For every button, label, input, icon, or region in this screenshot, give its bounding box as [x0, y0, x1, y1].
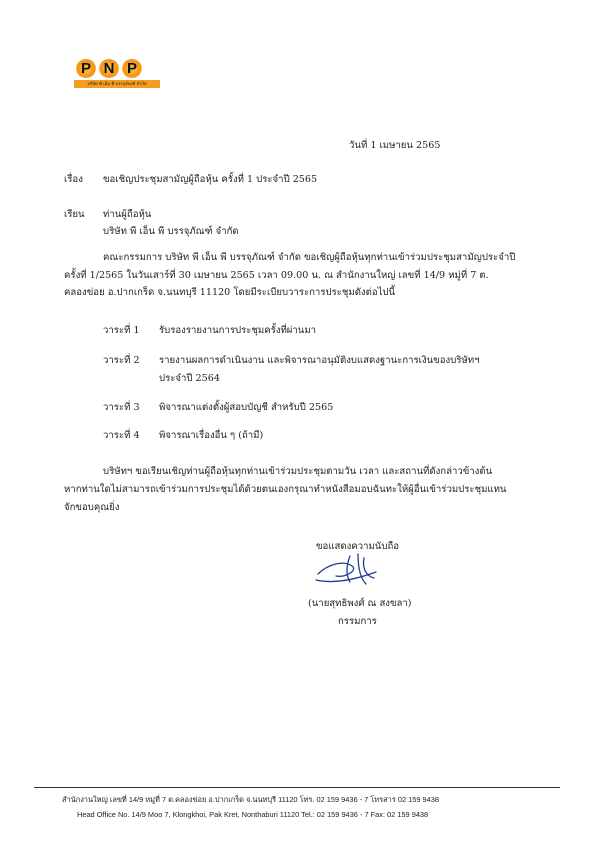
- logo-letter-n: N: [99, 59, 119, 78]
- footer-divider: [34, 787, 560, 788]
- closing-line-2: หากท่านใดไม่สามารถเข้าร่วมการประชุมได้ด้วยตนเองกรุณาทำหนังสือมอบฉันทะให้ผู้อื่นเข้าร่วมประชุมแทน: [64, 484, 507, 495]
- footer-english: Head Office No. 14/9 Moo 7, Klongkhoi, Pak Kret, Nonthaburi 11120 Tel.: 02 159 9436 - 7 Fax: 02 159 9438: [77, 810, 429, 819]
- agenda-3-text: พิจารณาแต่งตั้งผู้สอบบัญชี สำหรับปี 2565: [159, 402, 334, 413]
- agenda-4-text: พิจารณาเรื่องอื่น ๆ (ถ้ามี): [159, 430, 264, 441]
- company-logo: [76, 59, 142, 78]
- logo-letter-p2: P: [122, 59, 142, 78]
- to-line-1: ท่านผู้ถือหุ้น: [103, 209, 152, 220]
- closing-line-1: บริษัทฯ ขอเรียนเชิญท่านผู้ถือหุ้นทุกท่านเข้าร่วมประชุมตามวัน เวลา และสถานที่ดังกล่าวข้างต้น: [103, 466, 493, 477]
- footer-thai: สำนักงานใหญ่ เลขที่ 14/9 หมู่ที่ 7 ต.คลองข่อย อ.ปากเกร็ด จ.นนทบุรี 11120 โทร. 02 159 9436 - 7 โทรสาร 02 159 9438: [62, 795, 439, 804]
- handwritten-signature: [310, 548, 382, 590]
- body-line-3: คลองข่อย อ.ปากเกร็ด จ.นนทบุรี 11120 โดยมีระเบียบวาระการประชุมดังต่อไปนี้: [64, 287, 396, 298]
- body-line-2: ครั้งที่ 1/2565 ในวันเสาร์ที่ 30 เมษายน 2565 เวลา 09.00 น. ณ สำนักงานใหญ่ เลขที่ 14/9 หมู่ที่ 7 ต.: [64, 270, 489, 281]
- agenda-1-label: วาระที่ 1: [103, 325, 140, 336]
- agenda-4-label: วาระที่ 4: [103, 430, 140, 441]
- body-line-1: คณะกรรมการ บริษัท พี เอ็น พี บรรจุภัณฑ์ จำกัด ขอเชิญผู้ถือหุ้นทุกท่านเข้าร่วมประชุมสามัญประจำปี: [103, 252, 516, 263]
- signer-name: (นายสุทธิพงศ์ ณ สงขลา): [308, 598, 412, 609]
- logo-letter-p1: P: [76, 59, 96, 78]
- agenda-2-text-1: รายงานผลการดำเนินงาน และพิจารณาอนุมัติงบแสดงฐานะการเงินของบริษัทฯ: [159, 355, 480, 366]
- to-label: เรียน: [64, 209, 85, 220]
- agenda-2-label: วาระที่ 2: [103, 355, 140, 366]
- signer-title: กรรมการ: [338, 616, 377, 627]
- agenda-2-text-2: ประจำปี 2564: [159, 373, 220, 384]
- letter-date: วันที่ 1 เมษายน 2565: [349, 140, 441, 151]
- to-line-2: บริษัท พี เอ็น พี บรรจุภัณฑ์ จำกัด: [103, 226, 239, 237]
- agenda-3-label: วาระที่ 3: [103, 402, 140, 413]
- logo-tagline: บริษัท พี เอ็น พี บรรจุภัณฑ์ จำกัด: [74, 80, 160, 88]
- closing-line-3: จักขอบคุณยิ่ง: [64, 502, 120, 513]
- subject-text: ขอเชิญประชุมสามัญผู้ถือหุ้น ครั้งที่ 1 ประจำปี 2565: [103, 174, 318, 185]
- regards: ขอแสดงความนับถือ: [316, 541, 400, 552]
- subject-label: เรื่อง: [64, 174, 83, 185]
- agenda-1-text: รับรองรายงานการประชุมครั้งที่ผ่านมา: [159, 325, 317, 336]
